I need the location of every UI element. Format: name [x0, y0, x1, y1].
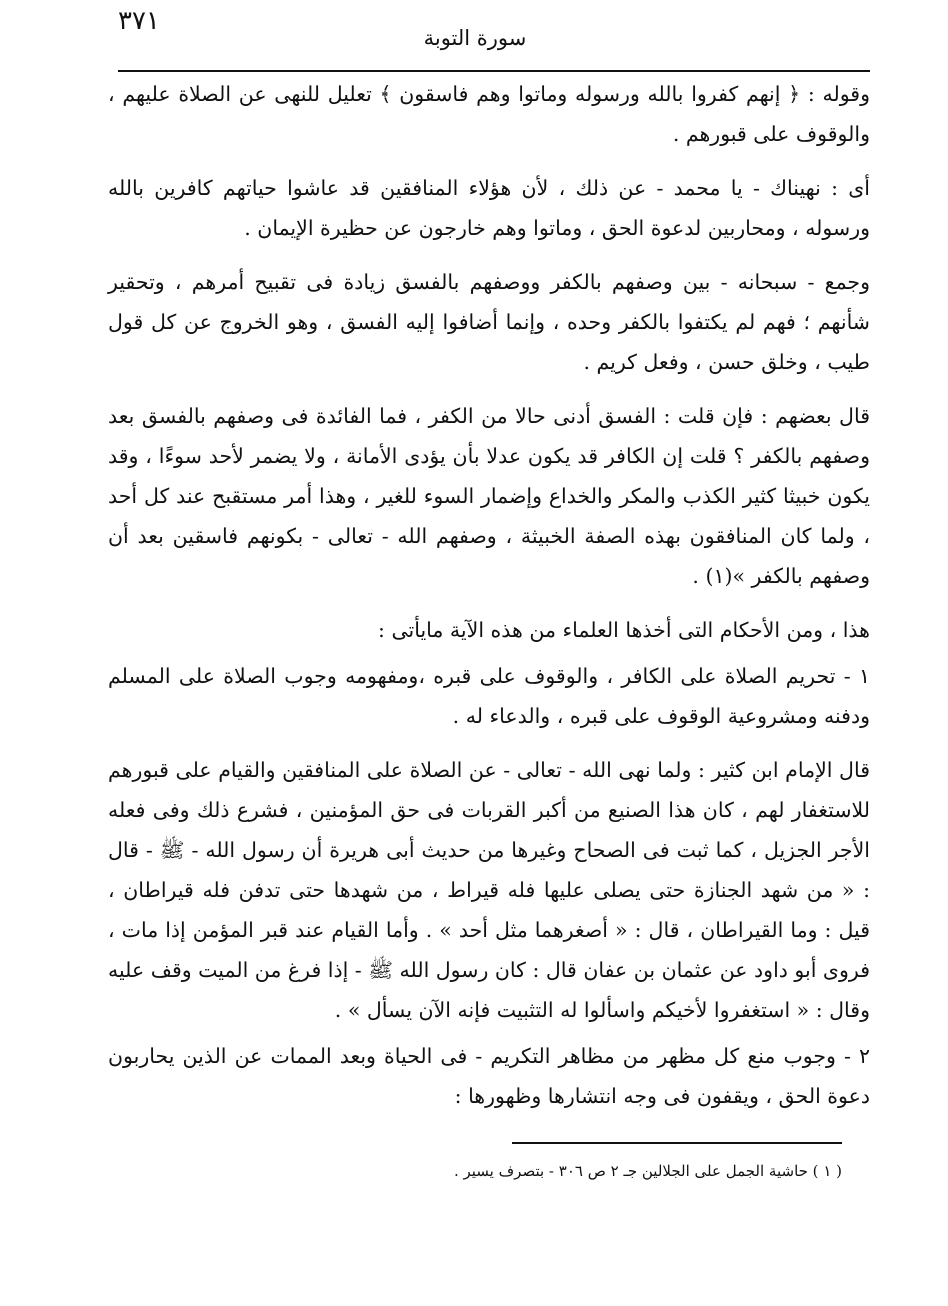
footnote-rule [512, 1142, 842, 1144]
paragraph-kufr-fisq: وجمع - سبحانه - بين وصفهم بالكفر ووصفهم بالفسق زيادة فى تقبيح أمرهم ، وتحقير شأنهم ؛ فهم لم يكتفوا بالكفر وحده ، وإنما أضافوا إليه الفسق ، وهو الخروج عن كل قول طيب ، وخلق حسن ، وفعل كريم . [108, 270, 870, 374]
paragraph-verse-commentary: وقوله : ﴿ إنهم كفروا بالله ورسوله وماتوا وهم فاسقون ﴾ تعليل للنهى عن الصلاة عليهم ، والوقوف على قبورهم . [108, 82, 870, 146]
paragraph-rulings-intro: هذا ، ومن الأحكام التى أخذها العلماء من هذه الآية مايأتى : [378, 618, 870, 642]
header-rule [118, 70, 870, 72]
running-title: سورة التوبة [423, 26, 527, 50]
paragraph-ibn-kathir: قال الإمام ابن كثير : ولما نهى الله - تعالى - عن الصلاة على المنافقين والقيام على قبورهم للاستغفار لهم ، كان هذا الصنيع من أكبر القربات فى حق المؤمنين ، فشرع ذلك وفى فعله الأجر الجزيل ، كما ثبت فى الصحاح وغيرها من حديث أبى هريرة أن رسول الله - ﷺ - قال : « من شهد الجنازة حتى يصلى عليها فله قيراط ، من شهدها حتى تدفن فله قيراطان ، قيل : وما القيراطان ، قال : « أصغرهما مثل أحد » . وأما القيام عند قبر المؤمن إذا مات ، فروى أبو داود عن عثمان بن عفان قال : كان رسول الله ﷺ - إذا فرغ من الميت وقف عليه وقال : « استغفروا لأخيكم واسألوا له التثبيت فإنه الآن يسأل » . [108, 758, 870, 1022]
paragraph-quote: قال بعضهم : فإن قلت : الفسق أدنى حالا من الكفر ، فما الفائدة فى وصفهم بالفسق بعد وصفهم بالكفر ؟ قلت إن الكافر قد يكون عدلا بأن يؤدى الأمانة ، ولا يضمر لأحد سوءًا ، وقد يكون خبيثا كثير الكذب والمكر والخداع وإضمار السوء للغير ، وهذا أمر مستقبح عند كل أحد ، ولما كان المنافقون بهذه الصفة الخبيثة ، وصفهم الله - تعالى - بكونهم فاسقين بعد أن وصفهم بالكفر »(١) . [108, 404, 870, 588]
paragraph-ruling-1: ١ - تحريم الصلاة على الكافر ، والوقوف على قبره ،ومفهومه وجوب الصلاة على المسلم ودفنه ومشروعية الوقوف على قبره ، والدعاء له . [108, 664, 870, 728]
page-number: ٣٧١ [118, 6, 160, 36]
footnote: ( ١ ) حاشية الجمل على الجلالين جـ ٢ ص ٣٠٦ - بتصرف يسير . [453, 1162, 842, 1180]
paragraph-explanation: أى : نهيناك - يا محمد - عن ذلك ، لأن هؤلاء المنافقين قد عاشوا حياتهم كافرين بالله ورسوله ، ومحاربين لدعوة الحق ، وماتوا وهم خارجون عن حظيرة الإيمان . [108, 176, 870, 240]
body-text [108, 74, 870, 1130]
paragraph-ruling-2: ٢ - وجوب منع كل مظهر من مظاهر التكريم - فى الحياة وبعد الممات عن الذين يحاربون دعوة الحق ، ويقفون فى وجه انتشارها وظهورها : [108, 1044, 870, 1108]
